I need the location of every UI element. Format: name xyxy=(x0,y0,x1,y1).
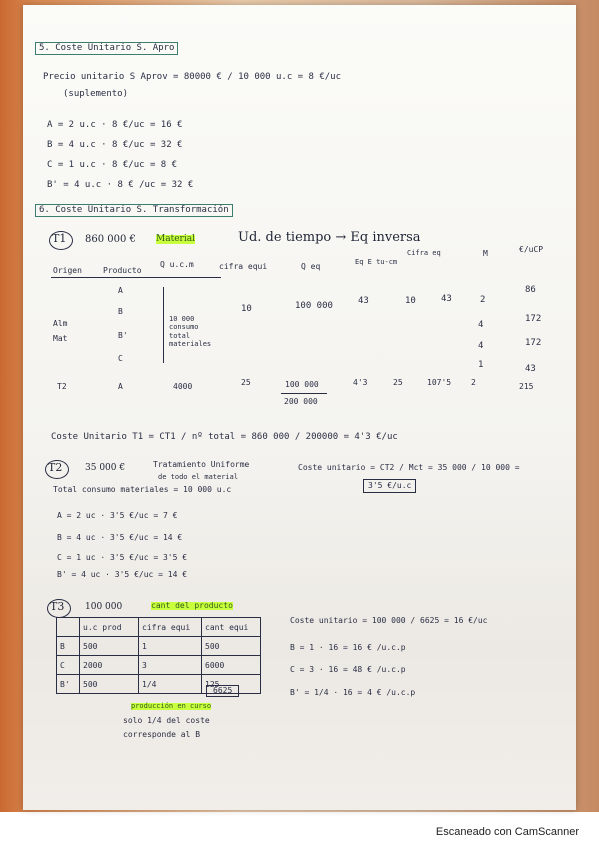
t3-amount: 100 000 xyxy=(85,602,123,612)
t3-cell: B xyxy=(57,637,80,656)
t1-t2row-qeq1: 100 000 xyxy=(285,380,319,389)
t1-h-eq: Eq E tu-cm xyxy=(355,258,398,266)
t1-consumo: 10 000 consumo total materiales xyxy=(169,315,212,349)
t1-h-cifraeq: Cifra eq xyxy=(407,249,441,257)
t2-row-a: A = 2 uc · 3'5 €/uc = 7 € xyxy=(57,511,178,520)
t1-h-q: Q u.c.m xyxy=(160,260,194,269)
t1-h-m: M xyxy=(483,249,488,258)
t3-cell: 500 xyxy=(202,637,261,656)
t1-t2row-divider xyxy=(281,393,327,394)
t1-prod-bp: B' xyxy=(118,331,128,340)
t1-t2row-cifraeq2: 107'5 xyxy=(427,378,452,387)
s5-line1b: (suplemento) xyxy=(63,89,129,99)
t1-m-4: 1 xyxy=(478,360,484,370)
t1-cifraeq: 10 xyxy=(405,296,416,306)
t3-h-blank xyxy=(57,618,80,637)
t1-t2row-cifra: 25 xyxy=(241,378,251,387)
t3-cell: 2000 xyxy=(80,656,139,675)
t1-cifraeq2: 43 xyxy=(441,294,452,304)
t1-brace xyxy=(163,287,164,363)
t3-cell: 1/4 xyxy=(139,675,202,694)
t1-note: Ud. de tiempo → Eq inversa xyxy=(238,230,421,245)
t2-result: 3'5 €/u.c xyxy=(363,479,416,493)
t3-note-bottom1: solo 1/4 del coste xyxy=(123,716,210,725)
table-row xyxy=(57,656,261,675)
t1-cifra: 10 xyxy=(241,304,252,314)
t1-ucp-4: 43 xyxy=(525,364,536,374)
t1-h-cifra: cifra equi xyxy=(219,262,268,271)
t1-h-producto: Producto xyxy=(103,266,142,275)
t1-coste: Coste Unitario T1 = CT1 / nº total = 860 000 / 200000 = 4'3 €/uc xyxy=(51,432,398,442)
t3-table xyxy=(56,617,261,694)
t3-h-cant: cant equi xyxy=(202,618,261,637)
paper-sheet xyxy=(23,5,576,810)
t2-note1: Tratamiento Uniforme xyxy=(153,460,250,469)
t3-cell: 3 xyxy=(139,656,202,675)
camscanner-watermark: Escaneado con CamScanner xyxy=(435,826,579,838)
t1-t2row-qeq2: 200 000 xyxy=(284,397,318,406)
t3-label: T3 xyxy=(50,600,65,613)
t3-cell: 1 xyxy=(139,637,202,656)
t3-note-bottom2: corresponde al B xyxy=(123,730,201,739)
t3-total: 6625 xyxy=(206,685,239,697)
table-row xyxy=(57,637,261,656)
t3-result-b: B = 1 · 16 = 16 € /u.c.p xyxy=(290,643,406,652)
t1-h-qeq: Q eq xyxy=(301,262,321,271)
t3-result-bp: B' = 1/4 · 16 = 4 € /u.c.p xyxy=(290,688,416,697)
t1-prod-a: A xyxy=(118,286,123,295)
t1-qeq: 100 000 xyxy=(295,301,333,311)
t3-h-uc: u.c prod xyxy=(80,618,139,637)
t1-ucp-3: 172 xyxy=(525,338,542,348)
t2-amount: 35 000 € xyxy=(85,463,126,473)
t1-t2row-cifraeq: 25 xyxy=(393,378,403,387)
t1-m-3: 4 xyxy=(478,341,484,351)
t1-prod-c: C xyxy=(118,354,123,363)
section5-heading: 5. Coste Unitario S. Apro xyxy=(35,42,178,55)
t1-m-2: 4 xyxy=(478,320,484,330)
t1-material: Material xyxy=(156,234,195,244)
t1-t2row-eq: 4'3 xyxy=(353,378,368,387)
t2-row-c: C = 1 uc · 3'5 €/uc = 3'5 € xyxy=(57,553,188,562)
t3-coste: Coste unitario = 100 000 / 6625 = 16 €/uc xyxy=(290,616,488,625)
t1-h-origen: Origen xyxy=(53,266,82,275)
t1-label: T1 xyxy=(52,232,67,245)
section6-heading: 6. Coste Unitario S. Transformación xyxy=(35,204,233,217)
t1-amount: 860 000 € xyxy=(85,234,136,245)
s5-row-c: C = 1 u.c · 8 €/uc = 8 € xyxy=(47,160,178,170)
t1-prod-b: B xyxy=(118,307,123,316)
t2-note2: de todo el material xyxy=(158,473,239,481)
t3-cell: 6000 xyxy=(202,656,261,675)
s5-line1: Precio unitario S Aprov = 80000 € / 10 000 u.c = 8 €/uc xyxy=(43,72,342,82)
t3-table-header xyxy=(57,618,261,637)
t2-row-bp: B' = 4 uc · 3'5 €/uc = 14 € xyxy=(57,570,188,579)
t3-h-cifra: cifra equi xyxy=(139,618,202,637)
t1-t2row-origen: T2 xyxy=(57,382,67,391)
t2-row-b: B = 4 uc · 3'5 €/uc = 14 € xyxy=(57,533,183,542)
t3-cell: 500 xyxy=(80,675,139,694)
t3-cell: C xyxy=(57,656,80,675)
t2-coste: Coste unitario = CT2 / Mct = 35 000 / 10 000 = xyxy=(298,463,520,472)
t1-header-underline xyxy=(51,277,221,278)
t1-ucp-1: 86 xyxy=(525,285,536,295)
t3-result-c: C = 3 · 16 = 48 € /u.c.p xyxy=(290,665,406,674)
s5-row-bp: B' = 4 u.c · 8 € /uc = 32 € xyxy=(47,180,194,190)
t1-t2row-ucp: 215 xyxy=(519,382,534,391)
t3-cell: 125 xyxy=(202,675,261,694)
t1-t2row-m: 2 xyxy=(471,378,476,387)
s5-row-a: A = 2 u.c · 8 €/uc = 16 € xyxy=(47,120,183,130)
t3-cell: B' xyxy=(57,675,80,694)
t1-t2row-q: 4000 xyxy=(173,382,193,391)
s5-row-b: B = 4 u.c · 8 €/uc = 32 € xyxy=(47,140,183,150)
t1-h-ucp: €/uCP xyxy=(519,245,544,254)
t3-note: cant del producto xyxy=(151,601,233,610)
t2-total: Total consumo materiales = 10 000 u.c xyxy=(53,485,232,494)
t1-m-1: 2 xyxy=(480,295,486,305)
t3-note-prod: producción en curso xyxy=(131,702,212,710)
t1-t2row-prod: A xyxy=(118,382,123,391)
t1-origen-2: Mat xyxy=(53,334,68,343)
t2-label: T2 xyxy=(48,461,63,474)
t3-cell: 500 xyxy=(80,637,139,656)
t1-eq: 43 xyxy=(358,296,369,306)
t1-ucp-2: 172 xyxy=(525,314,542,324)
t1-origen-1: Alm xyxy=(53,319,68,328)
